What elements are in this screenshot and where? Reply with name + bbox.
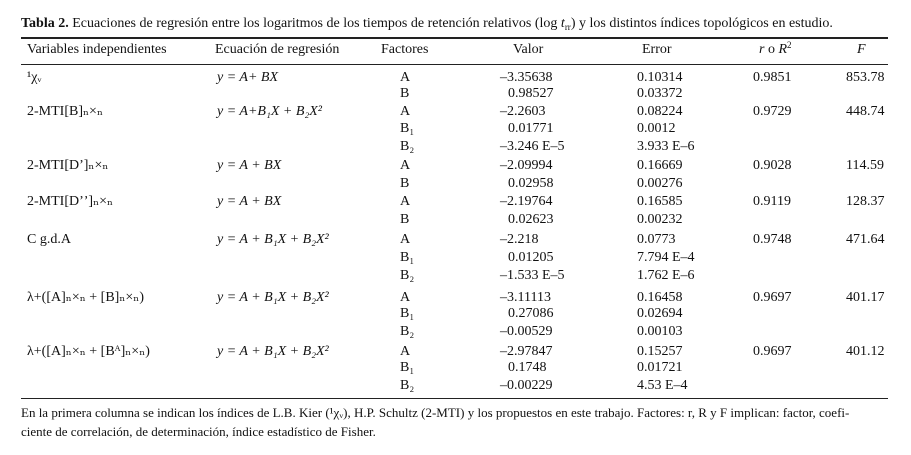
header-f: F (857, 42, 866, 57)
cell-valor: 0.01205 (508, 250, 554, 265)
cell-var: 2-MTI[B]ₙ×ₙ (27, 104, 103, 119)
cell-r: 0.9729 (753, 104, 792, 119)
footnote-line-1: En la primera columna se indican los índices de L.B. Kier (¹χᵥ), H.P. Schultz (2-MTI) y los propuestos en este trabajo. Factores: r, R y F implican: factor, coefi- (21, 405, 850, 420)
header-R-symbol: R (778, 42, 788, 57)
header-r-symbol: r (759, 42, 765, 57)
header-r-exp: 2 (787, 40, 792, 50)
cell-factor: B₁ (400, 250, 415, 265)
cell-factor: B (400, 86, 410, 101)
cell-valor: –3.11113 (500, 290, 551, 305)
cell-factor: B₂ (400, 139, 415, 154)
cell-error: 0.01721 (637, 360, 683, 375)
cell-r: 0.9851 (753, 70, 792, 85)
cell-error: 0.03372 (637, 86, 683, 101)
header-rule (21, 64, 888, 65)
cell-valor: –2.19764 (500, 194, 553, 209)
cell-error: 7.794 E–4 (637, 250, 695, 265)
cell-valor: –2.2603 (500, 104, 546, 119)
cell-error: 0.00232 (637, 212, 683, 227)
header-ecuacion: Ecuación de regresión (215, 42, 340, 57)
cell-f: 128.37 (846, 194, 885, 209)
caption-label: Tabla 2. (21, 16, 69, 31)
cell-error: 0.16458 (637, 290, 683, 305)
header-r-or: o (764, 42, 779, 57)
cell-factor: B₁ (400, 306, 415, 321)
cell-factor: A (400, 70, 411, 85)
cell-factor: B₂ (400, 324, 415, 339)
cell-eq: y = A + BX (217, 158, 282, 173)
cell-factor: A (400, 290, 411, 305)
cell-factor: B₂ (400, 268, 415, 283)
cell-r: 0.9028 (753, 158, 792, 173)
cell-error: 4.53 E–4 (637, 378, 688, 393)
cell-valor: 0.02623 (508, 212, 554, 227)
cell-eq: y = A + B₁X + B₂X² (217, 290, 329, 305)
cell-var: 2-MTI[Dʼ]ₙ×ₙ (27, 158, 109, 173)
cell-factor: B (400, 212, 410, 227)
header-error: Error (642, 42, 672, 57)
table-footnote (21, 403, 888, 441)
cell-valor: –1.533 E–5 (500, 268, 565, 283)
cell-var: λ+([A]ₙ×ₙ + [B]ₙ×ₙ) (27, 290, 145, 305)
cell-var: λ+([A]ₙ×ₙ + [Bᴬ]ₙ×ₙ) (27, 344, 150, 359)
cell-factor: B₂ (400, 378, 415, 393)
cell-var: 2-MTI[Dʼʼ]ₙ×ₙ (27, 194, 114, 209)
cell-r: 0.9697 (753, 290, 792, 305)
cell-error: 0.15257 (637, 344, 683, 359)
cell-eq: y = A + B₁X + B₂X² (217, 232, 329, 247)
cell-var: ¹χᵥ (27, 70, 42, 85)
cell-error: 0.08224 (637, 104, 683, 119)
bottom-rule (21, 398, 888, 399)
cell-valor: 0.27086 (508, 306, 554, 321)
cell-eq: y = A+ BX (217, 70, 279, 85)
cell-error: 0.00103 (637, 324, 683, 339)
header-variables: Variables independientes (27, 42, 167, 57)
cell-r: 0.9119 (753, 194, 791, 209)
cell-factor: B (400, 176, 410, 191)
cell-valor: 0.01771 (508, 121, 554, 136)
cell-valor: –2.97847 (500, 344, 553, 359)
header-r-r2 (759, 42, 792, 58)
cell-valor: –0.00229 (500, 378, 553, 393)
cell-valor: –2.218 (500, 232, 539, 247)
cell-factor: A (400, 194, 411, 209)
cell-valor: –3.35638 (500, 70, 553, 85)
cell-error: 1.762 E–6 (637, 268, 695, 283)
cell-valor: –3.246 E–5 (500, 139, 565, 154)
cell-factor: A (400, 344, 411, 359)
cell-factor: A (400, 158, 411, 173)
cell-eq: y = A + B₁X + B₂X² (217, 344, 329, 359)
cell-factor: A (400, 232, 411, 247)
cell-r: 0.9748 (753, 232, 792, 247)
cell-error: 0.02694 (637, 306, 683, 321)
cell-valor: 0.02958 (508, 176, 554, 191)
header-valor: Valor (513, 42, 544, 57)
cell-f: 448.74 (846, 104, 885, 119)
footnote-line-2: ciente de correlación, de determinación, índice estadístico de Fisher. (21, 424, 376, 439)
cell-error: 0.16669 (637, 158, 683, 173)
cell-valor: –2.09994 (500, 158, 553, 173)
cell-factor: B₁ (400, 121, 415, 136)
table-caption (21, 16, 833, 32)
caption-text-before: Ecuaciones de regresión entre los logaritmos de los tiempos de retención relativos (log (72, 16, 561, 31)
cell-eq: y = A + BX (217, 194, 282, 209)
cell-valor: –0.00529 (500, 324, 553, 339)
caption-t-symbol: t (560, 16, 565, 31)
cell-error: 0.00276 (637, 176, 683, 191)
cell-factor: B₁ (400, 360, 415, 375)
cell-eq: y = A+B₁X + B₂X² (217, 104, 322, 119)
cell-valor: 0.1748 (508, 360, 547, 375)
cell-error: 0.0012 (637, 121, 676, 136)
caption-t-sub: rr (564, 22, 571, 32)
caption-text-after: ) y los distintos índices topológicos en estudio. (570, 16, 833, 31)
cell-f: 401.12 (846, 344, 885, 359)
cell-error: 0.0773 (637, 232, 676, 247)
cell-factor: A (400, 104, 411, 119)
cell-f: 114.59 (846, 158, 884, 173)
cell-f: 401.17 (846, 290, 885, 305)
cell-valor: 0.98527 (508, 86, 554, 101)
cell-error: 3.933 E–6 (637, 139, 695, 154)
header-factores: Factores (381, 42, 429, 57)
cell-f: 471.64 (846, 232, 885, 247)
cell-error: 0.16585 (637, 194, 683, 209)
cell-var: C g.d.A (27, 232, 71, 247)
cell-r: 0.9697 (753, 344, 792, 359)
cell-error: 0.10314 (637, 70, 683, 85)
cell-f: 853.78 (846, 70, 885, 85)
top-rule (21, 37, 888, 39)
